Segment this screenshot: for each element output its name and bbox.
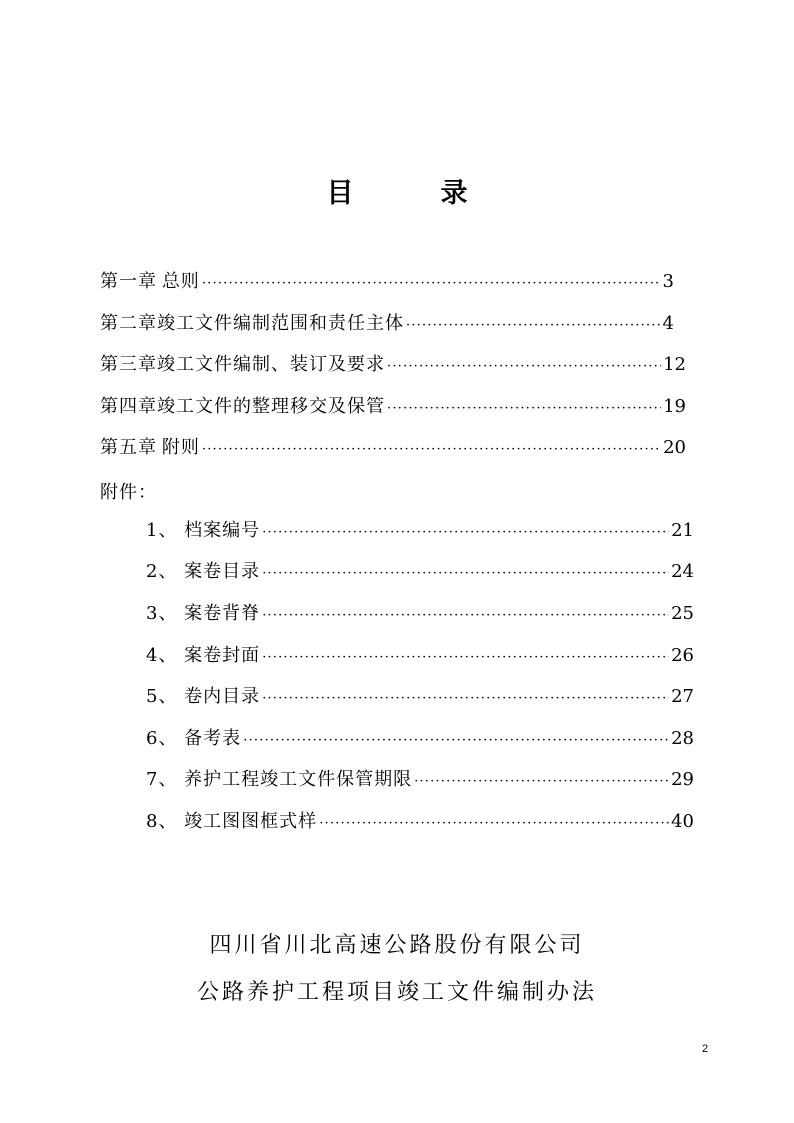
toc-page-number: 26: [671, 645, 694, 666]
toc-chapter-number: 第二章: [100, 313, 157, 334]
toc-entry-chapter-3[interactable]: [100, 350, 686, 380]
toc-entry-chapter-1[interactable]: [100, 267, 674, 297]
toc-page-number: 4: [662, 313, 674, 334]
toc-page-number: 27: [671, 686, 694, 707]
toc-entry-appendix-5[interactable]: [146, 682, 694, 712]
toc-entry-label: 竣工文件编制、装订及要求: [157, 354, 385, 375]
toc-dot-leader: [262, 559, 669, 589]
toc-dot-leader: [262, 643, 669, 673]
toc-entry-label: 4、 案卷封面: [146, 645, 261, 666]
toc-entry-appendix-1[interactable]: [146, 516, 694, 546]
toc-dot-leader: [414, 767, 669, 797]
toc-page-number: 20: [663, 437, 686, 458]
toc-dot-leader: [262, 518, 669, 548]
toc-dot-leader: [202, 269, 661, 299]
toc-chapter-number: 第三章: [100, 354, 157, 375]
toc-page-number: 24: [671, 561, 694, 582]
toc-dot-leader: [202, 435, 661, 465]
toc-dot-leader: [243, 726, 669, 756]
toc-chapter-number: 第一章: [100, 271, 157, 292]
toc-entry-appendix-8[interactable]: [146, 807, 694, 837]
toc-entry-label: 附则: [161, 437, 200, 458]
toc-entry-label: 总则: [161, 271, 200, 292]
toc-dot-leader: [262, 601, 669, 631]
toc-entry-label: 3、 案卷背脊: [146, 603, 261, 624]
toc-chapter-number: 第五章: [100, 437, 157, 458]
toc-entry-label: 6、 备考表: [146, 728, 242, 749]
toc-entry-appendix-3[interactable]: [146, 599, 694, 629]
toc-dot-leader: [319, 809, 669, 839]
toc-dot-leader: [262, 684, 669, 714]
toc-entry-appendix-2[interactable]: [146, 557, 694, 587]
toc-entry-chapter-4[interactable]: [100, 392, 686, 422]
toc-entry-label: 8、 竣工图图框式样: [146, 811, 318, 832]
document-name: 公路养护工程项目竣工文件编制办法: [196, 980, 597, 1005]
toc-entry-appendix-4[interactable]: [146, 641, 694, 671]
toc-page-number: 19: [663, 396, 686, 417]
page-title: 目 录: [326, 178, 498, 209]
toc-dot-leader: [387, 352, 661, 382]
toc-dot-leader: [406, 311, 661, 341]
toc-entry-label: 竣工文件的整理移交及保管: [157, 396, 385, 417]
toc-page-number: 12: [663, 354, 686, 375]
toc-page-number: 21: [671, 520, 694, 541]
appendix-heading: 附件：: [100, 482, 157, 503]
toc-page-number: 3: [662, 271, 674, 292]
toc-entry-chapter-2[interactable]: [100, 309, 674, 339]
toc-entry-appendix-6[interactable]: [146, 724, 694, 754]
toc-dot-leader: [387, 394, 661, 424]
toc-entry-label: 7、 养护工程竣工文件保管期限: [146, 769, 413, 790]
toc-entry-label: 2、 案卷目录: [146, 561, 261, 582]
toc-entry-appendix-7[interactable]: [146, 765, 694, 795]
toc-entry-label: 5、 卷内目录: [146, 686, 261, 707]
toc-page-number: 25: [671, 603, 694, 624]
page-number: 2: [702, 1043, 709, 1055]
toc-entry-chapter-5[interactable]: [100, 433, 686, 463]
toc-page-number: 40: [671, 811, 694, 832]
company-name: 四川省川北高速公路股份有限公司: [209, 933, 585, 958]
toc-entry-label: 竣工文件编制范围和责任主体: [157, 313, 404, 334]
toc-page-number: 29: [671, 769, 694, 790]
toc-entry-label: 1、 档案编号: [146, 520, 261, 541]
toc-chapter-number: 第四章: [100, 396, 157, 417]
toc-page-number: 28: [671, 728, 694, 749]
